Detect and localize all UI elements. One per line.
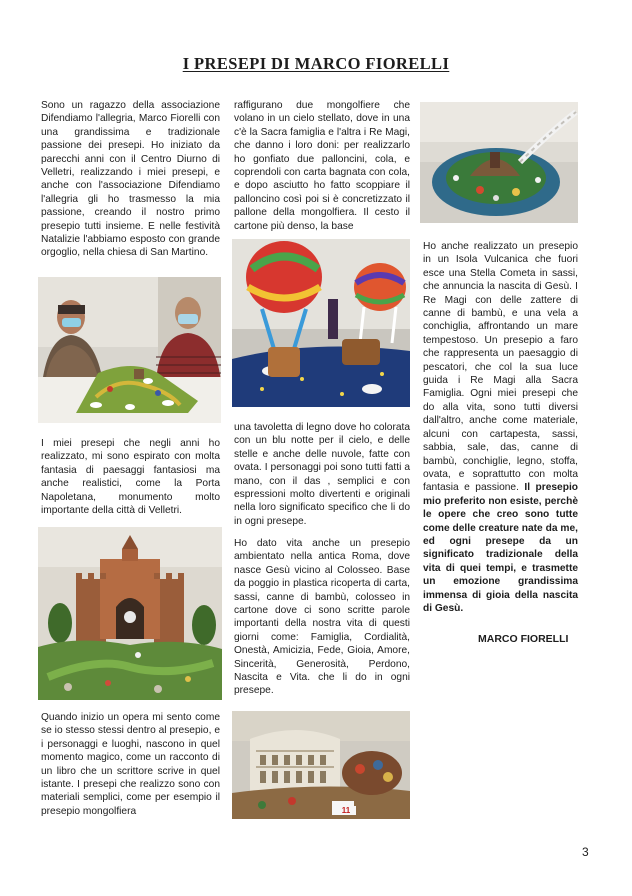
photo-mongolfiera-presepe <box>232 239 410 407</box>
col1-paragraph-1: Sono un ragazzo della associazione Difendiamo l'allegria, Marco Fiorelli con una grandissima e tradizionale passione dei presepi. Ho iniziato da parecchi anni con il Centro Diurno di Velletri, realizzando i miei presepi, e anche con l'associazione Difendiamo l'allegria gli ho trasmesso la mia passione, creando il nostro primo presepio tutti insieme. E nelle festività Natalizie l'abbiamo esposto con grande orgoglio, nella chiesa di San Martino. <box>41 100 220 259</box>
col2-paragraph-3: Ho dato vita anche un presepio ambientato nella antica Roma, dove nasce Gesù vicino al Colosseo. Base da poggio in plastica ricoperta di carta, sassi, canne di bambù, colosseo in cartone dove ci sono scritte parole importanti della nostra vita di questi giorni come: Famiglia, Cordialità, Onestà, Amicizia, Fede, Gioia, Amore, Sincerità, Generosità, Perdono, Nascita e Vita. che li do in ogni presepe. <box>234 538 410 697</box>
photo-two-men-with-presepe <box>38 277 221 423</box>
page-number: 3 <box>582 845 589 859</box>
author-signature: MARCO FIORELLI <box>478 633 569 645</box>
article-title: I PRESEPI DI MARCO FIORELLI <box>182 54 450 73</box>
col2-paragraph-2: una tavoletta di legno dove ho colorata con un blu notte per il cielo, e delle stelle e anche delle nuvole, fatte con ovata. I personaggi poi sono tutti fatti a mano, con il das , semplici e con espressioni molto divertenti e originali nella loro significato specifico che li do in ogni presepe. <box>234 422 410 527</box>
photo-colosseo-presepe <box>232 711 410 819</box>
col1-paragraph-3: Quando inizio un opera mi sento come se io stesso stessi dentro al presepio, e i personaggi e luoghi, nascono in quel momento magico, come un racconto di un libro che un scrittore scrive in quel istante. I presepi che realizzo sono con materiali semplici, come per esempio il presepio mongolfiera <box>41 712 220 817</box>
col3-paragraph-1-bold: Il presepio mio preferito non esiste, perchè le opere che creo sono tutte come delle creature nate da me, ed ogni presepe da un significato tradizionale della vita di quei tempi, e trasmette un emozione grandissima immensa di gioia della nascita di Gesù. <box>423 482 579 614</box>
photo-tag-number: 11 <box>336 806 356 815</box>
col1-paragraph-2: I miei presepi che negli anni ho realizzato, mi sono espirato con molta fantasia di paesaggi fantasiosi ma anche realistici, come la Porta Napoletana, monumento molto importante della città di Velletri. <box>41 438 220 517</box>
col3-paragraph-1-regular: Ho anche realizzato un presepio in un Isola Vulcanica che fuori esce una Stella Cometa in sassi, che annuncia la nascita di Gesù. I Re Magi con delle zattere di canne di bambù, e una vela a conchiglia, affrontando un mare tempestoso. Un presepio a faro che rappresenta un paesaggio di pescatori, che col la sua luce guida i Re Magi alla Sacra Famiglia. Ogni miei presepi che do alla vita, sono tutti diversi dall'altro, anche come materiale, alcuni con cartapesta, sassi, sabbia, sale, das, canne di bambù, conchiglie, legno, stoffa, ovata, e soprattutto con molta fantasia e passione. <box>423 241 578 494</box>
col3-paragraph-1 <box>423 240 578 615</box>
photo-isola-vulcanica-presepe <box>420 102 578 223</box>
col2-paragraph-1: raffigurano due mongolfiere che volano in un cielo stellato, dove in una c'è la Sacra famiglia e l'altra i Re Magi, che danno i loro doni: per realizzarlo ho gonfiato due palloncini, cola, e coprendoli con carta bagnata con cola, e dopo asciutto ho fatto scoppiare il palloncino così poi si è concretizzato il pallone della mongolfiera. Il cesto il cartone più denso, la base <box>234 100 410 232</box>
photo-porta-napoletana-presepe <box>38 527 222 700</box>
